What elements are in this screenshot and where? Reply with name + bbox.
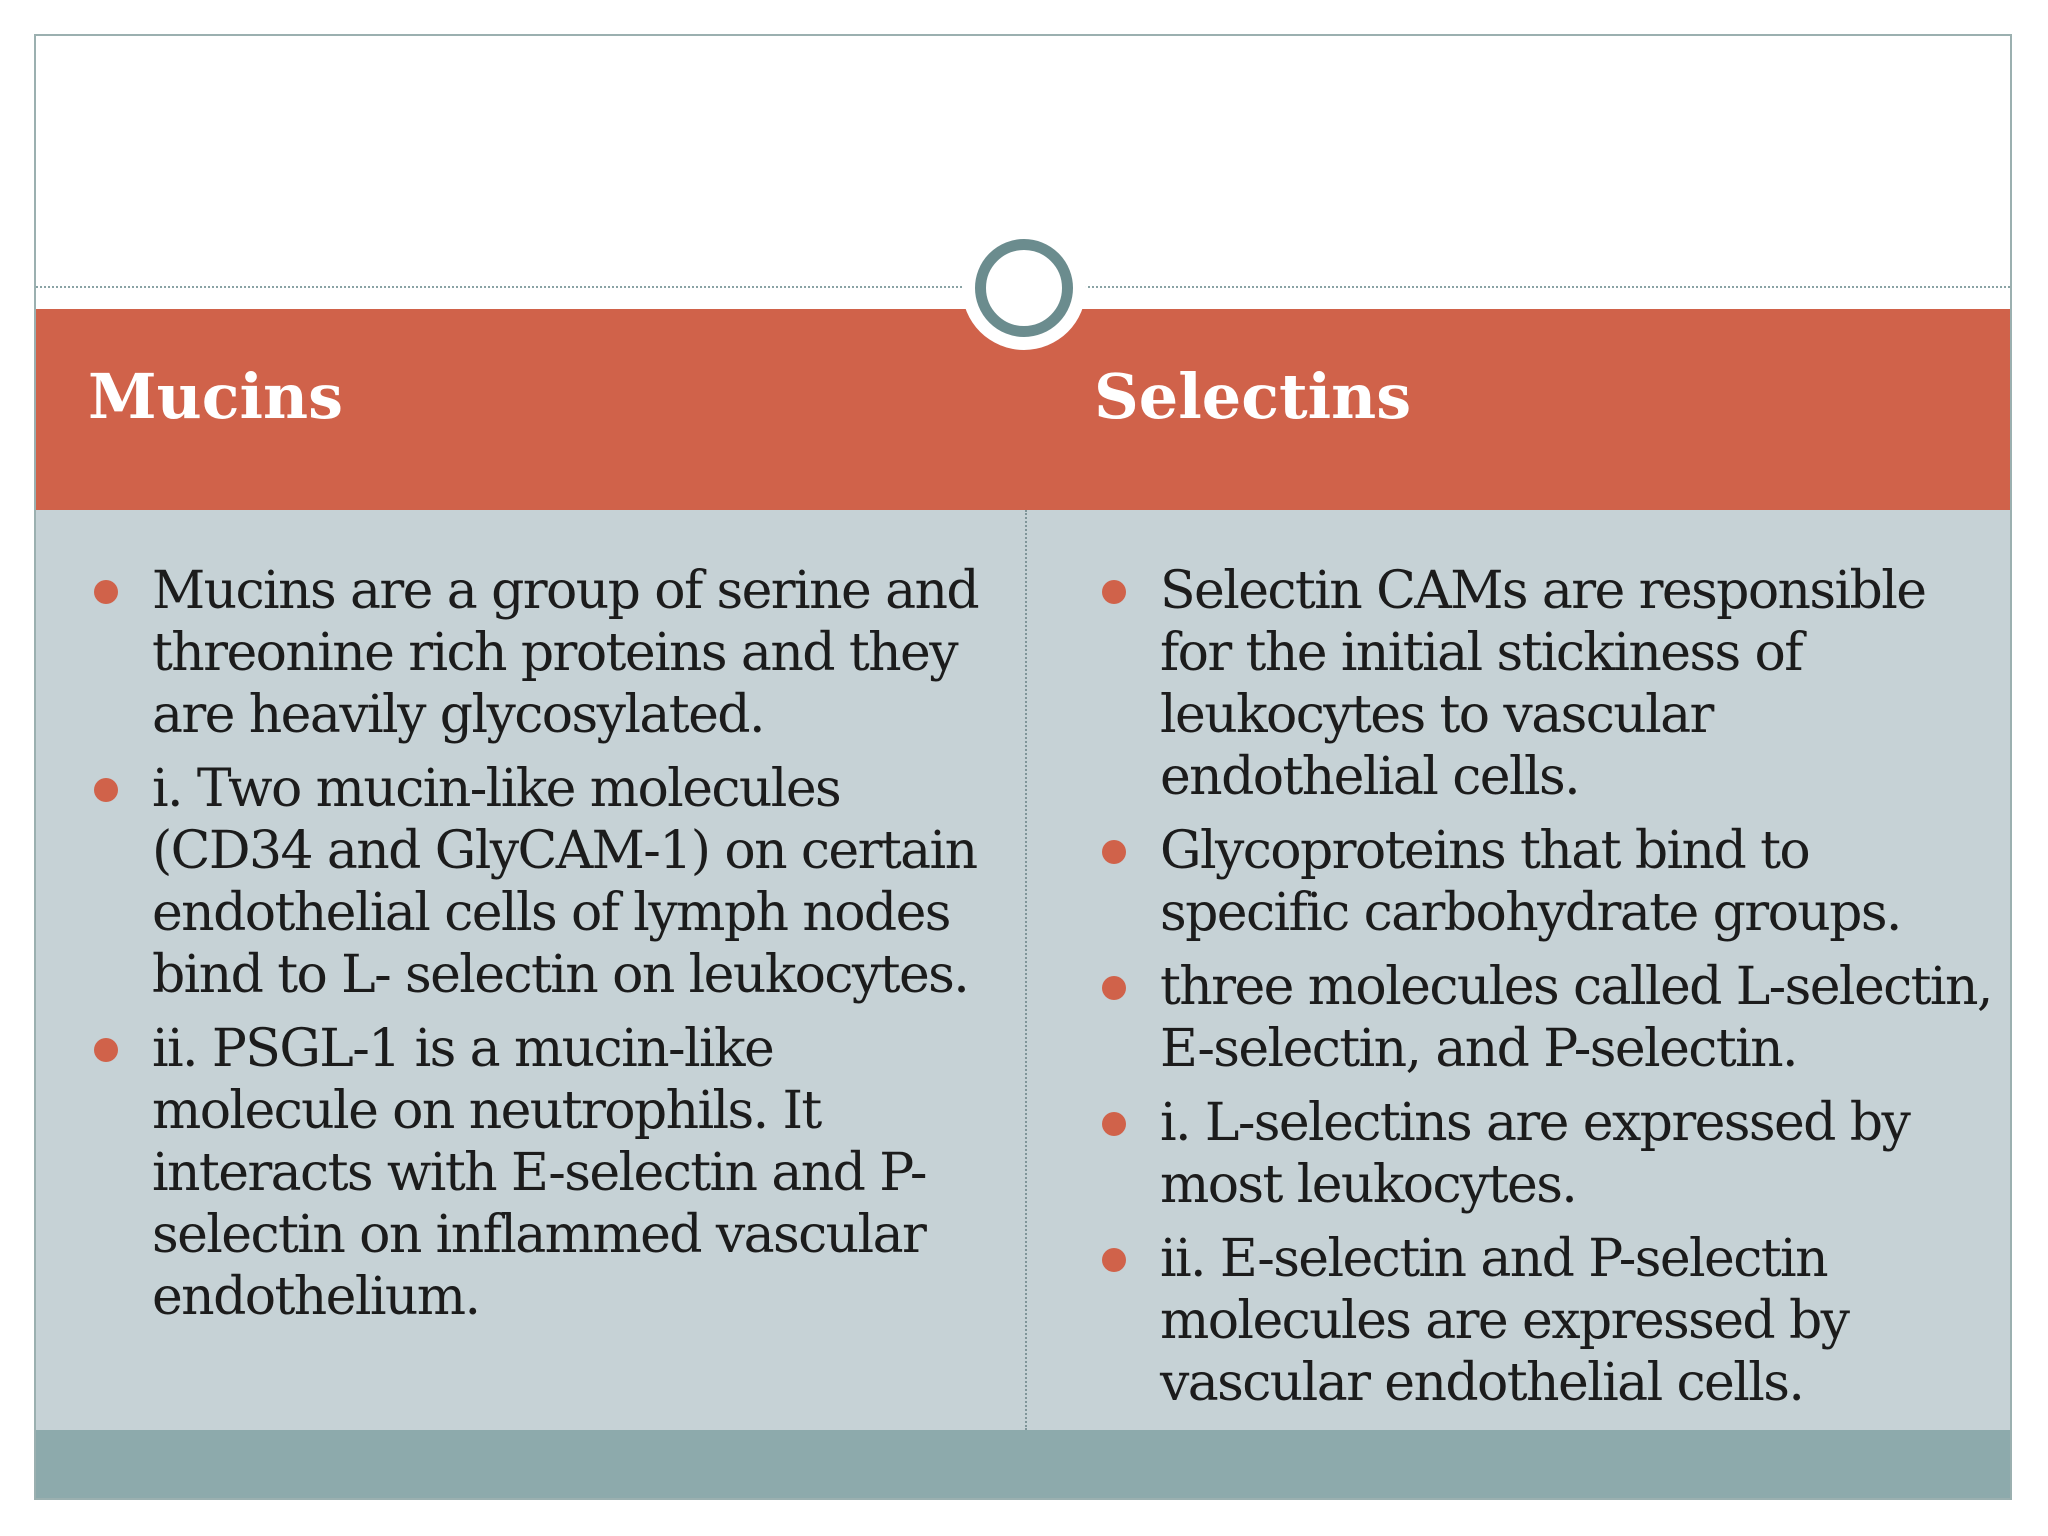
bullet-text: Selectin CAMs are responsible for the initial stickiness of leukocytes to vascular endothelial cells. [1160,561,1926,807]
bullet-dot-icon [1102,976,1126,1000]
right-bullet-list [1102,560,2002,1426]
left-bullet-list [94,560,994,1340]
bullet-text: Mucins are a group of serine and threonine rich proteins and they are heavily glycosylated. [152,561,979,745]
column-divider [1025,510,1027,1430]
list-item [1102,956,2002,1080]
bullet-text: Glycoproteins that bind to specific carbohydrate groups. [1160,821,1901,943]
list-item [1102,1228,2002,1414]
list-item [1102,1092,2002,1216]
bullet-dot-icon [1102,580,1126,604]
bullet-dot-icon [1102,1248,1126,1272]
list-item [1102,820,2002,944]
list-item [94,560,994,746]
bullet-dot-icon [94,580,118,604]
bullet-text: ii. PSGL-1 is a mucin-like molecule on neutrophils. It interacts with E-selectin and P- selectin on inflammed vascular endothelium. [152,1019,926,1327]
content-area [36,510,2010,1430]
left-column-title: Mucins [88,360,343,433]
slide [34,34,2012,1500]
bullet-text: i. L-selectins are expressed by most leukocytes. [1160,1093,1910,1215]
right-column-title: Selectins [1094,360,1412,433]
ring-icon [975,239,1073,337]
bullet-text: i. Two mucin-like molecules (CD34 and GlyCAM-1) on certain endothelial cells of lymph nodes bind to L- selectin on leukocytes. [152,759,977,1005]
footer-band [36,1430,2010,1500]
bullet-text: ii. E-selectin and P-selectin molecules are expressed by vascular endothelial cells. [1160,1229,1849,1413]
list-item [94,758,994,1006]
list-item [94,1018,994,1328]
bullet-dot-icon [94,1038,118,1062]
bullet-text: three molecules called L-selectin, E-selectin, and P-selectin. [1160,957,1992,1079]
bullet-dot-icon [1102,840,1126,864]
list-item [1102,560,2002,808]
circle-ornament-icon [962,226,1086,350]
bullet-dot-icon [1102,1112,1126,1136]
bullet-dot-icon [94,778,118,802]
